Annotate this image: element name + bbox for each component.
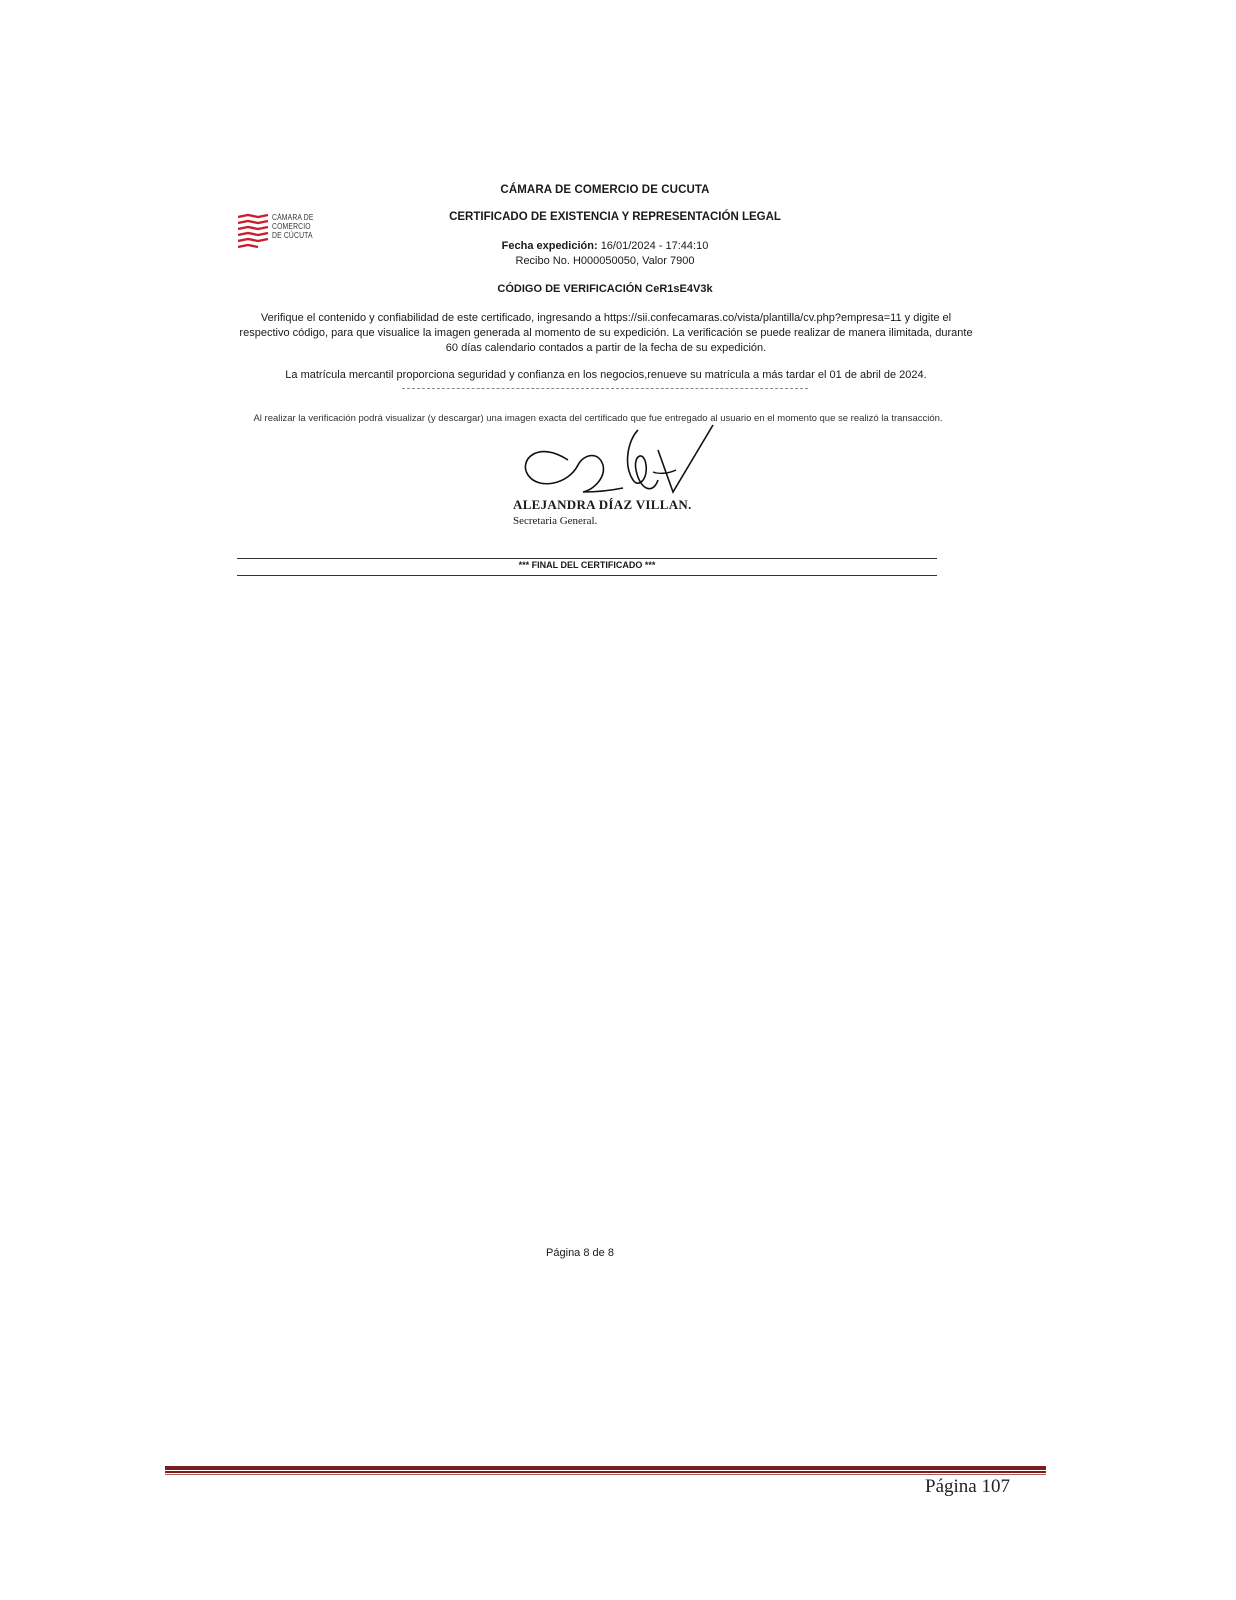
signer-name: ALEJANDRA DÍAZ VILLAN. (513, 497, 692, 512)
page-number: Página 107 (925, 1476, 1010, 1497)
dashed-divider (402, 388, 808, 389)
logo-text-line: DE CÚCUTA (272, 231, 313, 240)
chamber-logo (238, 213, 318, 253)
logo-text (272, 213, 314, 240)
issue-date (400, 240, 810, 252)
renewal-notice: La matrícula mercantil proporciona seguridad y confianza en los negocios,renueve su matrícula a más tardar el 01 de abril de 2024. (285, 369, 927, 381)
verification-note: Al realizar la verificación podrá visualizar (y descargar) una imagen exacta del certificado que fue entregado al usuario en el momento que se realizó la transacción. (253, 413, 943, 424)
logo-text-line: CÁMARA DE (272, 213, 314, 222)
issue-date-value: 16/01/2024 - 17:44:10 (600, 240, 709, 252)
footer-rule (165, 1466, 1046, 1470)
end-of-certificate: *** FINAL DEL CERTIFICADO *** (518, 560, 656, 570)
end-divider-bottom (237, 575, 937, 576)
footer-rule (165, 1471, 1046, 1473)
verification-instructions: Verifique el contenido y confiabilidad de este certificado, ingresando a https://sii.confecamaras.co/vista/plantilla/cv.php?empresa=11 y digite el respectivo código, para que visualice la imagen generada al momento de su expedición. La verificación se puede realizar de manera ilimitada, durante 60 días calendario contados a partir de la fecha de su expedición. (239, 312, 973, 354)
issue-date-label: Fecha expedición: (501, 240, 598, 252)
verification-code: CÓDIGO DE VERIFICACIÓN CeR1sE4V3k (497, 283, 713, 295)
receipt-number: Recibo No. H000050050, Valor 7900 (515, 255, 695, 267)
logo-text-line: COMERCIO (272, 222, 311, 231)
signer-role: Secretaria General. (513, 515, 598, 527)
chamber-title: CÁMARA DE COMERCIO DE CUCUTA (500, 184, 710, 196)
end-divider-top (237, 558, 937, 559)
footer-rule (165, 1474, 1046, 1475)
inner-page-count: Página 8 de 8 (546, 1247, 614, 1259)
certificate-title: CERTIFICADO DE EXISTENCIA Y REPRESENTACIÓN LEGAL (449, 211, 781, 223)
chamber-logo-stripes-icon (238, 213, 272, 253)
